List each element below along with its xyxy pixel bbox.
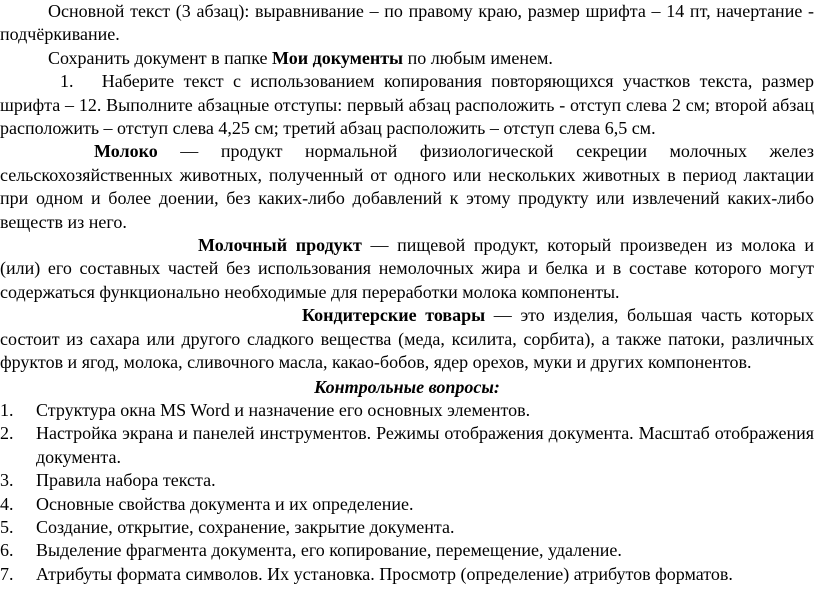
list-item [0,422,814,469]
intro-paragraph: Основной текст (3 абзац): выравнивание – по правому краю, размер шрифта – 14 пт, начертание - подчёркивание. [0,1,814,45]
save-instruction-suffix: по любым именем. [403,47,553,68]
paragraph-dairy-product [0,234,814,304]
paragraph-milk [0,140,814,234]
folder-name: Мои документы [271,47,404,68]
list-item-text: Структура окна MS Word и назначение его основных элементов. [36,399,531,420]
task-text: Наберите текст с использованием копирования повторяющихся участков текста, размер шрифта – 12. Выполните абзацные отступы: первый абзац расположить - отступ слева 2 см; второй абзац расположить – отступ слева 4,25 см; третий абзац расположить – отступ слева 6,5 см. [0,71,815,139]
list-item-text: Основные свойства документа и их определение. [36,493,414,514]
term-milk: Молоко [94,141,158,162]
save-instruction-prefix: Сохранить документ в папке [48,47,272,68]
definition-confectionery: — это изделия, большая часть которых состоит из сахара или другого сладкого вещества (меда, ксилита, сорбита), а также патоки, различных фруктов и ягод, молока, сливочного масла, какао-бобов, ядер орехов, муки и других компонентов. [0,305,814,373]
task-number: 1. [60,71,74,92]
list-item-number: 7. [0,563,14,584]
questions-list [0,399,814,586]
list-item-text: Атрибуты формата символов. Их установка. Просмотр (определение) атрибутов форматов. [36,563,733,584]
list-item-number: 4. [0,493,14,514]
list-item-text: Настройка экрана и панелей инструментов. Режимы отображения документа. Масштаб отображения документа. [36,423,814,467]
list-item [0,563,814,586]
list-item-text: Создание, открытие, сохранение, закрытие документа. [36,516,455,537]
paragraph-confectionery [0,304,814,374]
definition-milk: — продукт нормальной физиологической секреции молочных желез сельскохозяйственных животных, полученный от одного или нескольких животных в период лактации при одном и более доении, без каких-либо добавлений к этому продукту или извлечений каких-либо веществ из него. [0,141,814,232]
list-item [0,493,814,516]
list-item-number: 1. [0,399,14,420]
list-item [0,539,814,562]
task-item [0,70,814,140]
list-item-text: Правила набора текста. [36,470,216,491]
list-item [0,399,814,422]
term-confectionery: Кондитерские товары [302,305,486,326]
term-dairy-product: Молочный продукт [198,235,362,256]
questions-heading: Контрольные вопросы: [314,376,500,397]
list-item-number: 2. [0,423,14,444]
definition-dairy-product: — пищевой продукт, который произведен из молока и (или) его составных частей без использования немолочных жира и белка и в составе которого могут содержаться функционально необходимые для переработки молока компоненты. [0,235,814,302]
list-item [0,516,814,539]
list-item-number: 6. [0,540,14,561]
list-item-number: 5. [0,516,14,537]
list-item-text: Выделение фрагмента документа, его копирование, перемещение, удаление. [36,540,622,561]
list-item [0,469,814,492]
save-instruction [0,47,814,70]
list-item-number: 3. [0,470,14,491]
